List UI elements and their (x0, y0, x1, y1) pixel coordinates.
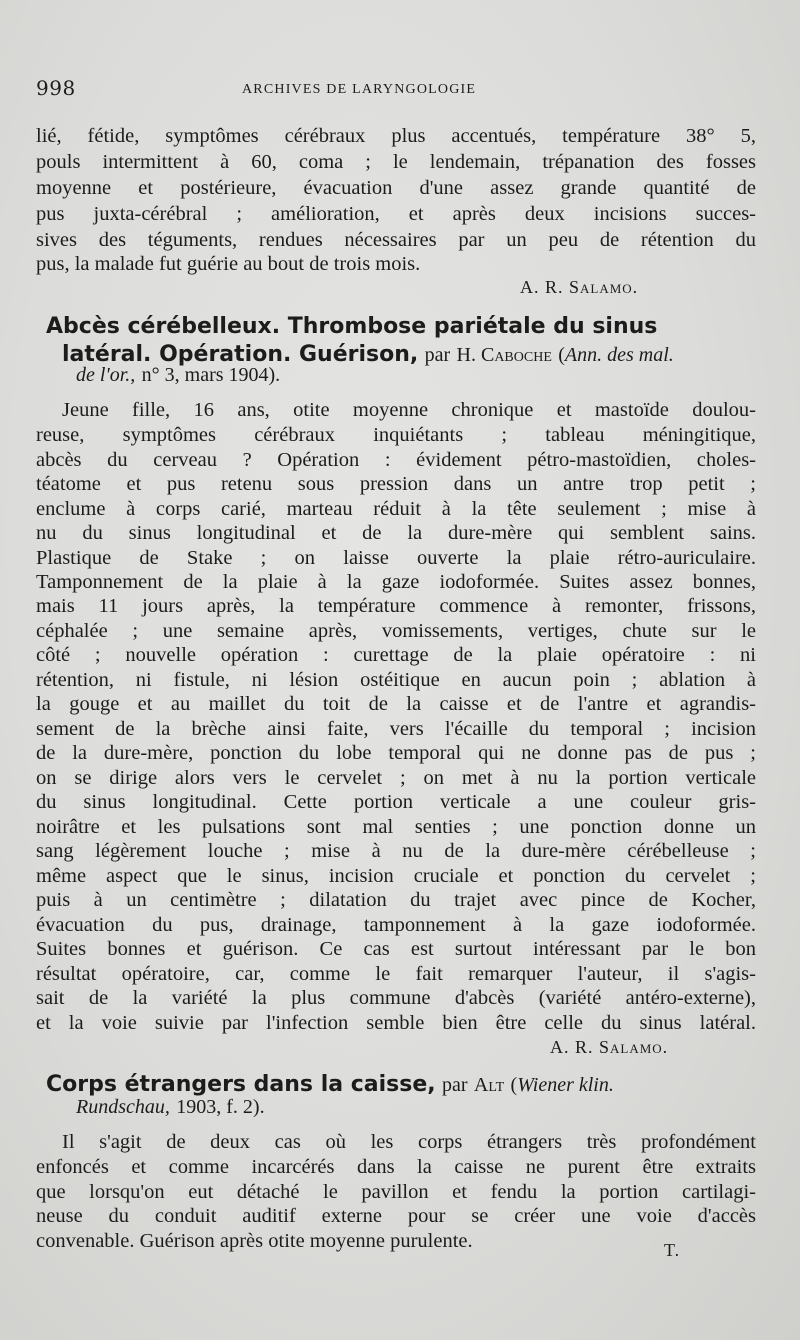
signature: A. R. Salamo. (550, 1037, 669, 1057)
text-line: sang légèrement louche ; mise à nu de la dure-mère cérébelleuse ; (36, 840, 756, 862)
article-title-bold: Abcès cérébelleux. Thrombose pariétale du sinus (46, 314, 658, 339)
text-line: de la dure-mère, ponction du lobe temporal qui ne donne pas de pus ; (36, 742, 756, 764)
article-title-bold: latéral. Opération. Guérison, (62, 342, 419, 367)
article-author: Alt (473, 1074, 505, 1096)
article-source: Wiener klin. (517, 1074, 614, 1096)
text-line: du sinus longitudinal. Cette portion verticale a une couleur gris- (36, 791, 756, 813)
text-line: pus, la malade fut guérie au bout de trois mois. (36, 253, 421, 275)
text-line: Suites bonnes et guérison. Ce cas est surtout intéressant par le bon (36, 938, 756, 960)
text-line: enclume à corps carié, marteau réduit à la tête seulement ; mise à (36, 498, 756, 520)
page-number: 998 (36, 76, 76, 100)
text-line: Il s'agit de deux cas où les corps étrangers très profondément (62, 1131, 756, 1153)
text-line: convenable. Guérison après otite moyenne purulente. (36, 1230, 473, 1252)
text-line: enfoncés et comme incarcérés dans la caisse ne purent être extraits (36, 1156, 756, 1178)
text-line: abcès du cerveau ? Opération : évidement pétro-mastoïdien, choles- (36, 449, 756, 471)
text-line: Jeune fille, 16 ans, otite moyenne chronique et mastoïde doulou- (62, 399, 756, 421)
article-source: de l'or., (76, 364, 136, 386)
article-source-line (76, 1094, 786, 1118)
signature: T. (664, 1240, 681, 1260)
running-title: ARCHIVES DE LARYNGOLOGIE (242, 82, 477, 97)
text-line: céphalée ; une semaine après, vomissements, vertiges, chute sur le (36, 620, 756, 642)
text-line: lié, fétide, symptômes cérébraux plus accentués, température 38° 5, (36, 125, 756, 147)
text-line: noirâtre et les pulsations sont mal senties ; une ponction donne un (36, 816, 756, 838)
article-source-open: ( (510, 1074, 518, 1096)
text-line: sement de la brèche ainsi faite, vers l'écaille du temporal ; incision (36, 718, 756, 740)
text-line: puis à un centimètre ; dilatation du trajet avec pince de Kocher, (36, 889, 756, 911)
text-line: neuse du conduit auditif externe pour se créer une voie d'accès (36, 1205, 756, 1227)
text-line: même aspect que le sinus, incision cruciale et ponction du cervelet ; (36, 865, 756, 887)
article-source-details: n° 3, mars 1904). (141, 364, 281, 386)
article-by: par (442, 1074, 468, 1096)
text-line: la gouge et au maillet du toit de la caisse et de l'antre et agrandis- (36, 693, 756, 715)
signature: A. R. Salamo. (520, 277, 639, 297)
text-line: moyenne et postérieure, évacuation d'une assez grande quantité de (36, 177, 756, 199)
article-title (46, 312, 756, 340)
text-line: sives des téguments, rendues nécessaires par un peu de rétention du (36, 229, 756, 251)
article-source-details: 1903, f. 2). (176, 1096, 265, 1118)
text-line: Tamponnement de la plaie à la gaze iodoformée. Suites assez bonnes, (36, 571, 756, 593)
text-line: pus juxta-cérébral ; amélioration, et après deux incisions succes- (36, 203, 756, 225)
article-source-open: ( (558, 344, 565, 366)
article-by: par (424, 344, 451, 366)
text-line: sait de la variété la plus commune d'abcès (variété antéro-externe), (36, 987, 756, 1009)
text-line: pouls intermittent à 60, coma ; le lendemain, trépanation des fosses (36, 151, 756, 173)
text-line: que lorsqu'on eut détaché le pavillon et fendu la portion cartilagi- (36, 1181, 756, 1203)
article-source-line (76, 362, 786, 386)
article-title-bold: Corps étrangers dans la caisse, (46, 1072, 436, 1097)
text-line: on se dirige alors vers le cervelet ; on met à nu la portion verticale (36, 767, 756, 789)
text-line: téatome et pus retenu sous pression dans un antre trop petit ; (36, 473, 756, 495)
article-author: H. Caboche (456, 344, 552, 366)
text-line: reuse, symptômes cérébraux inquiétants ; tableau méningitique, (36, 424, 756, 446)
text-line: rétention, ni fistule, ni lésion ostéitique en aucun poin ; ablation à (36, 669, 756, 691)
text-line: côté ; nouvelle opération : curettage de la plaie opératoire : ni (36, 644, 756, 666)
text-line: Plastique de Stake ; on laisse ouverte la plaie rétro-auriculaire. (36, 547, 756, 569)
text-line: mais 11 jours après, la température commence à remonter, frissons, (36, 595, 756, 617)
article-source: Ann. des mal. (564, 344, 674, 366)
text-line: et la voie suivie par l'infection semble bien être celle du sinus latéral. (36, 1012, 756, 1034)
page-header (36, 76, 756, 106)
text-line: nu du sinus longitudinal et de la dure-mère qui semblent sains. (36, 522, 756, 544)
text-line: évacuation du pus, drainage, tamponnement à la gaze iodoformée. (36, 914, 756, 936)
text-line: résultat opératoire, car, comme le fait remarquer l'auteur, il s'agis- (36, 963, 756, 985)
article-source: Rundschau, (76, 1096, 170, 1118)
